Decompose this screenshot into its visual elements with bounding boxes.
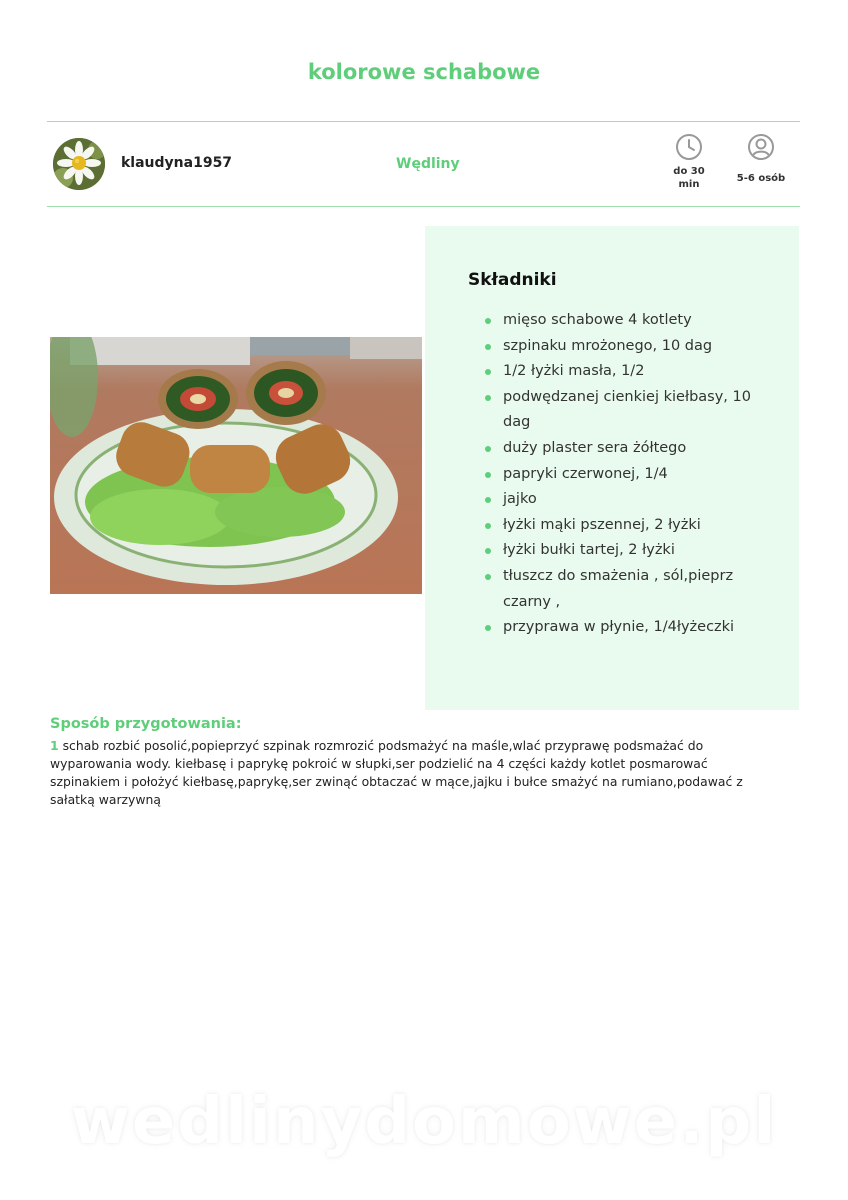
ingredient-item: łyżki bułki tartej, 2 łyżki bbox=[503, 538, 773, 564]
ingredient-item: duży plaster sera żółtego bbox=[503, 436, 773, 462]
preparation-title: Sposób przygotowania: bbox=[50, 716, 242, 732]
top-divider bbox=[47, 121, 800, 122]
author-name[interactable]: klaudyna1957 bbox=[121, 155, 233, 171]
bottom-divider bbox=[47, 206, 800, 207]
servings-text: 5-6 osób bbox=[736, 173, 786, 184]
prep-time bbox=[659, 133, 719, 191]
preparation-step bbox=[50, 737, 770, 809]
preparation-section bbox=[50, 716, 770, 809]
clock-icon bbox=[675, 133, 703, 161]
ingredients-list bbox=[503, 308, 773, 641]
user-icon bbox=[747, 133, 775, 161]
ingredient-item: przyprawa w płynie, 1/4łyżeczki bbox=[503, 615, 773, 641]
ingredient-item: podwędzanej cienkiej kiełbasy, 10 dag bbox=[503, 385, 773, 436]
recipe-title: kolorowe schabowe bbox=[307, 60, 541, 84]
ingredient-item: jajko bbox=[503, 487, 773, 513]
chamomile-flower-avatar-icon bbox=[53, 138, 105, 190]
ingredient-item: tłuszcz do smażenia , sól,pieprz czarny , bbox=[503, 564, 773, 615]
dish-photo bbox=[50, 337, 422, 594]
prep-time-text: do 30 min bbox=[673, 166, 705, 190]
ingredient-item: szpinaku mrożonego, 10 dag bbox=[503, 334, 773, 360]
recipe-meta-row bbox=[47, 123, 800, 206]
author-avatar[interactable] bbox=[53, 138, 105, 190]
dish-photo-image bbox=[50, 337, 422, 594]
ingredient-item: 1/2 łyżki masła, 1/2 bbox=[503, 359, 773, 385]
ingredient-item: papryki czerwonej, 1/4 bbox=[503, 462, 773, 488]
step-text: schab rozbić posolić,popieprzyć szpinak rozmrozić podsmażyć na maśle,wlać przyprawę podsmażać do wyparowania wody. kiełbasę i paprykę pokroić w słupki,ser podzielić na 4 części każdy kotlet posmarować szpinakiem i położyć kiełbasę,paprykę,ser zwinąć obtaczać w mące,jajku i bułce smażyć na rumiano,podawać z sałatką warzywną bbox=[50, 738, 743, 807]
step-number: 1 bbox=[50, 738, 59, 753]
site-watermark: wedlinydomowe.pl bbox=[70, 1085, 778, 1159]
servings bbox=[731, 133, 791, 185]
recipe-category[interactable]: Wędliny bbox=[396, 156, 460, 172]
ingredient-item: łyżki mąki pszennej, 2 łyżki bbox=[503, 513, 773, 539]
ingredient-item: mięso schabowe 4 kotlety bbox=[503, 308, 773, 334]
ingredients-title: Składniki bbox=[468, 270, 557, 290]
ingredients-panel bbox=[425, 226, 799, 710]
